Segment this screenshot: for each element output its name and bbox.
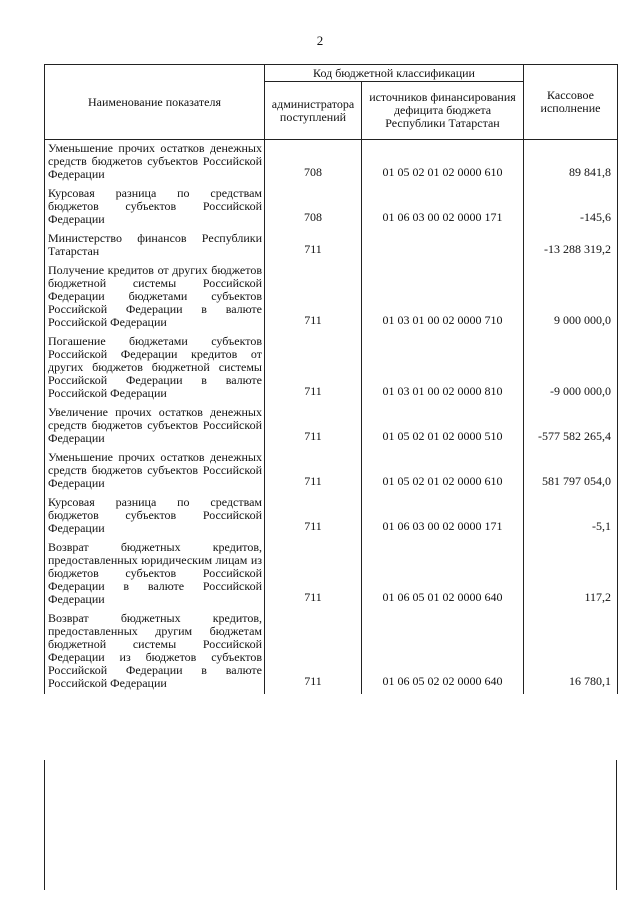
row-name: Уменьшение прочих остатков денежных средств бюджетов субъектов Российской Федерации <box>45 449 265 494</box>
row-admin-code: 711 <box>265 333 362 404</box>
row-source-code <box>362 230 524 262</box>
row-admin-code: 708 <box>265 140 362 186</box>
table-row <box>45 262 618 333</box>
row-name: Курсовая разница по средствам бюджетов субъектов Российской Федерации <box>45 185 265 230</box>
row-name: Курсовая разница по средствам бюджетов субъектов Российской Федерации <box>45 494 265 539</box>
table-header <box>45 65 618 140</box>
row-execution-value: -9 000 000,0 <box>524 333 618 404</box>
table-row <box>45 539 618 610</box>
row-execution-value: -5,1 <box>524 494 618 539</box>
row-name: Получение кредитов от других бюджетов бюджетной системы Российской Федерации бюджетами субъектов Российской Федерации в валюте Российской Федерации <box>45 262 265 333</box>
row-name: Погашение бюджетами субъектов Российской Федерации кредитов от других бюджетов бюджетной системы Российской Федерации в валюте Российской Федерации <box>45 333 265 404</box>
table-body <box>45 140 618 695</box>
row-execution-value: 581 797 054,0 <box>524 449 618 494</box>
header-admin: администратора поступлений <box>265 82 362 140</box>
row-source-code: 01 06 05 02 02 0000 640 <box>362 610 524 694</box>
budget-table <box>44 64 618 694</box>
table-row <box>45 140 618 186</box>
row-execution-value: -145,6 <box>524 185 618 230</box>
row-source-code: 01 06 03 00 02 0000 171 <box>362 185 524 230</box>
row-name: Увеличение прочих остатков денежных средств бюджетов субъектов Российской Федерации <box>45 404 265 449</box>
table-row <box>45 404 618 449</box>
row-source-code: 01 03 01 00 02 0000 810 <box>362 333 524 404</box>
row-source-code: 01 06 05 01 02 0000 640 <box>362 539 524 610</box>
row-admin-code: 711 <box>265 539 362 610</box>
header-name: Наименование показателя <box>45 65 265 140</box>
row-name: Возврат бюджетных кредитов, предоставленных другим бюджетам бюджетной системы Российской Федерации из бюджетов субъектов Российской Федерации в валюте Российской Федерации <box>45 610 265 694</box>
row-execution-value: -577 582 265,4 <box>524 404 618 449</box>
row-source-code: 01 03 01 00 02 0000 710 <box>362 262 524 333</box>
row-admin-code: 711 <box>265 404 362 449</box>
row-admin-code: 711 <box>265 449 362 494</box>
row-admin-code: 711 <box>265 610 362 694</box>
table-row <box>45 185 618 230</box>
row-execution-value: 9 000 000,0 <box>524 262 618 333</box>
table-row <box>45 333 618 404</box>
row-admin-code: 711 <box>265 262 362 333</box>
row-admin-code: 711 <box>265 230 362 262</box>
table-row <box>45 230 618 262</box>
row-name: Уменьшение прочих остатков денежных средств бюджетов субъектов Российской Федерации <box>45 140 265 186</box>
frame-line-left <box>44 760 45 890</box>
row-name: Возврат бюджетных кредитов, предоставленных юридическим лицам из бюджетов субъектов Российской Федерации в валюте Российской Федерации <box>45 539 265 610</box>
page-number: 2 <box>316 33 324 48</box>
frame-line-right <box>616 760 617 890</box>
row-name: Министерство финансов Республики Татарстан <box>45 230 265 262</box>
table-row <box>45 610 618 694</box>
row-source-code: 01 05 02 01 02 0000 510 <box>362 404 524 449</box>
row-source-code: 01 06 03 00 02 0000 171 <box>362 494 524 539</box>
row-source-code: 01 05 02 01 02 0000 610 <box>362 449 524 494</box>
row-execution-value: 89 841,8 <box>524 140 618 186</box>
header-sources: источников финансирования дефицита бюджета Республики Татарстан <box>362 82 524 140</box>
table-row <box>45 494 618 539</box>
table-row <box>45 449 618 494</box>
header-code-group: Код бюджетной классификации <box>265 65 524 82</box>
row-execution-value: 117,2 <box>524 539 618 610</box>
row-execution-value: -13 288 319,2 <box>524 230 618 262</box>
row-admin-code: 708 <box>265 185 362 230</box>
row-admin-code: 711 <box>265 494 362 539</box>
row-source-code: 01 05 02 01 02 0000 610 <box>362 140 524 186</box>
row-execution-value: 16 780,1 <box>524 610 618 694</box>
header-execution: Кассовое исполнение <box>524 65 618 140</box>
